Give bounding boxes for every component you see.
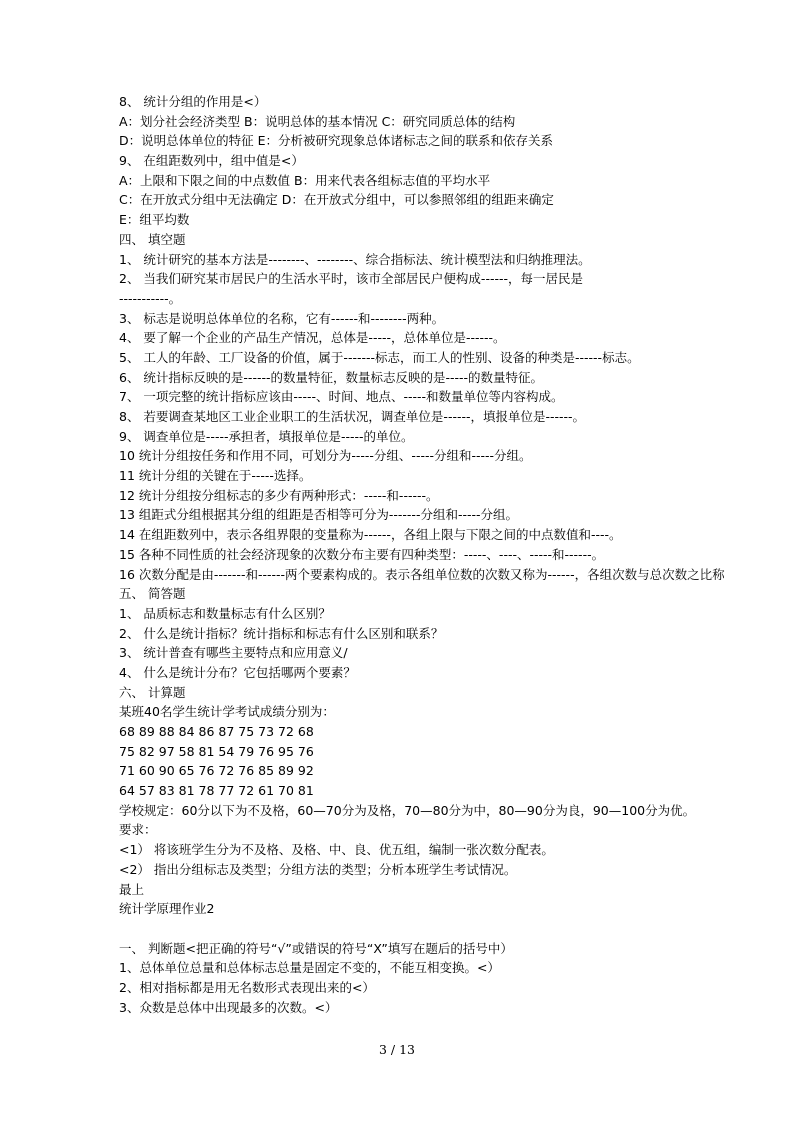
- page-number: 3 / 13: [378, 1042, 416, 1057]
- text-line: 9、 在组距数列中，组中值是<）: [119, 153, 304, 169]
- text-line: 要求：: [119, 822, 157, 838]
- text-line: 1、总体单位总量和总体标志总量是固定不变的，不能互相变换。<）: [119, 960, 500, 976]
- text-line: 1、 统计研究的基本方法是--------、--------、综合指标法、统计模型法和归纳推理法。: [119, 251, 591, 267]
- text-line: 14 在组距数列中，表示各组界限的变量称为------，各组上限与下限之间的中点数值和----。: [119, 527, 622, 543]
- text-line: -----------。: [119, 290, 182, 306]
- document-body: [119, 92, 794, 1017]
- text-line: 75 82 97 58 81 54 79 76 95 76: [119, 743, 314, 759]
- text-line: 64 57 83 81 78 77 72 61 70 81: [119, 783, 314, 799]
- text-line: A：上限和下限之间的中点数值 B：用来代表各组标志值的平均水平: [119, 172, 491, 188]
- text-line: 7、 一项完整的统计指标应该由-----、时间、地点、-----和数量单位等内容构成。: [119, 389, 564, 405]
- text-line: 最上: [119, 881, 145, 897]
- text-line: 8、 统计分组的作用是<）: [119, 94, 267, 109]
- text-line: 2、 什么是统计指标？统计指标和标志有什么区别和联系？: [119, 625, 444, 641]
- text-line: 68 89 88 84 86 87 75 73 72 68: [119, 724, 314, 739]
- text-line: 2、 当我们研究某市居民户的生活水平时，该市全部居民户便构成------，每一居民是: [119, 271, 583, 287]
- text-line: 13 组距式分组根据其分组的组距是否相等可分为-------分组和-----分组。: [119, 507, 519, 523]
- text-line: 15 各种不同性质的社会经济现象的次数分布主要有四种类型：-----、----、-----和------。: [119, 546, 605, 562]
- text-line: 2、相对指标都是用无名数形式表现出来的<）: [119, 979, 375, 995]
- text-line: C：在开放式分组中无法确定 D：在开放式分组中，可以参照邻组的组距来确定: [119, 192, 554, 208]
- text-line: 4、 要了解一个企业的产品生产情况，总体是-----，总体单位是------。: [119, 330, 506, 346]
- text-line: 3、众数是总体中出现最多的次数。<）: [119, 999, 338, 1015]
- text-line: 5、 工人的年龄、工厂设备的价值，属于-------标志，而工人的性别、设备的种类是------标志。: [119, 349, 640, 365]
- text-line: E：组平均数: [119, 212, 190, 228]
- text-line: 8、 若要调查某地区工业企业职工的生活状况，调查单位是------，填报单位是------。: [119, 409, 586, 424]
- text-line: 4、 什么是统计分布？它包括哪两个要素？: [119, 664, 356, 680]
- text-line: 一、 判断题<把正确的符号“√”或错误的符号“X”填写在题后的括号中）: [119, 940, 513, 956]
- text-line: 10 统计分组按任务和作用不同，可划分为-----分组、-----分组和-----分组。: [119, 448, 532, 464]
- text-line: 9、 调查单位是-----承担者，填报单位是-----的单位。: [119, 428, 414, 444]
- text-line: 学校规定：60分以下为不及格，60—70分为及格，70—80分为中，80—90分为良，90—100分为优。: [119, 802, 696, 818]
- text-line: 六、 计算题: [119, 684, 186, 700]
- text-line: 四、 填空题: [119, 231, 186, 247]
- text-line: 3、 统计普查有哪些主要特点和应用意义/: [119, 645, 348, 661]
- text-line: 6、 统计指标反映的是------的数量特征，数量标志反映的是-----的数量特征。: [119, 369, 544, 385]
- text-line: 3、 标志是说明总体单位的名称，它有------和--------两种。: [119, 310, 445, 326]
- text-line: 统计学原理作业2: [119, 901, 215, 917]
- text-line: 11 统计分组的关键在于-----选择。: [119, 468, 312, 484]
- blank-line: [119, 919, 794, 939]
- text-line: A：划分社会经济类型 B：说明总体的基本情况 C：研究同质总体的结构: [119, 113, 516, 129]
- text-line: 某班40名学生统计学考试成绩分别为：: [119, 704, 335, 720]
- text-line: 16 次数分配是由-------和------两个要素构成的。表示各组单位数的次数又称为------，各组次数与总次数之比称: [119, 566, 725, 582]
- text-line: <2） 指出分组标志及类型；分组方法的类型；分析本班学生考试情况。: [119, 861, 517, 877]
- text-line: <1） 将该班学生分为不及格、及格、中、良、优五组，编制一张次数分配表。: [119, 842, 554, 858]
- text-line: 1、 品质标志和数量标志有什么区别？: [119, 605, 331, 621]
- text-line: D：说明总体单位的特征 E：分析被研究现象总体诸标志之间的联系和依存关系: [119, 133, 553, 149]
- text-line: 12 统计分组按分组标志的多少有两种形式：-----和------。: [119, 487, 439, 503]
- text-line: 五、 简答题: [119, 586, 186, 602]
- text-line: 71 60 90 65 76 72 76 85 89 92: [119, 763, 314, 779]
